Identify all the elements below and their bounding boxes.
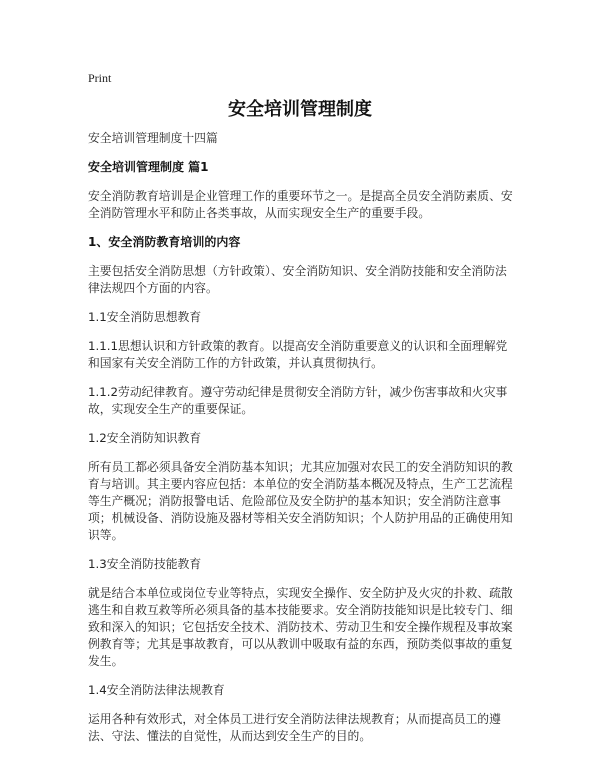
document-subtitle: 安全培训管理制度十四篇 [88, 131, 218, 145]
paragraph-1-1-2: 1.1.2劳动纪律教育。遵守劳动纪律是贯彻安全消防方针，减少伤害事故和火灾事故，实现安全生产的重要保证。 [88, 385, 508, 416]
intro-paragraph: 安全消防教育培训是企业管理工作的重要环节之一。是提高全员安全消防素质、安全消防管理水平和防止各类事故，从而实现安全生产的重要手段。 [88, 189, 513, 220]
page-title: 安全培训管理制度 [228, 99, 372, 120]
subheading-1-1: 1.1安全消防思想教育 [88, 310, 202, 324]
subheading-1-2: 1.2安全消防知识教育 [88, 431, 202, 445]
subheading-1-4: 1.4安全消防法律法规教育 [88, 683, 225, 697]
subheading-1-3: 1.3安全消防技能教育 [88, 557, 202, 571]
paragraph-1-4: 运用各种有效形式，对全体员工进行安全消防法律法规教育；从而提高员工的遵法、守法、懂法的自觉性，从而达到安全生产的目的。 [88, 712, 501, 743]
paragraph-1: 主要包括安全消防思想（方针政策）、安全消防知识、安全消防技能和安全消防法律法规四个方面的内容。 [88, 264, 507, 295]
document-body [88, 130, 518, 757]
section-heading: 安全培训管理制度 篇1 [88, 160, 209, 174]
paragraph-1-1-1: 1.1.1思想认识和方针政策的教育。以提高安全消防重要意义的认识和全面理解党和国家有关安全消防工作的方针政策，并认真贯彻执行。 [88, 339, 508, 370]
paragraph-1-3: 就是结合本单位或岗位专业等特点，实现安全操作、安全防护及火灾的扑救、疏散逃生和自救互救等所必须具备的基本技能要求。安全消防技能知识是比较专门、细致和深入的知识；它包括安全技术、消防技术、劳动卫生和安全操作规程及事故案例教育等；尤其是事故教育，可以从教训中吸取有益的东西，预防类似事故的重复发生。 [88, 586, 513, 668]
heading-1: 1、安全消防教育培训的内容 [88, 235, 241, 249]
print-label: Print [88, 71, 112, 85]
paragraph-1-2: 所有员工都必须具备安全消防基本知识；尤其应加强对农民工的安全消防知识的教育与培训。其主要内容应包括：本单位的安全消防基本概况及特点，生产工艺流程等生产概况；消防报警电话、危险部位及安全防护的基本知识；安全消防注意事项；机械设备、消防设施及器材等相关安全消防知识；个人防护用品的正确使用知识等。 [88, 460, 513, 542]
